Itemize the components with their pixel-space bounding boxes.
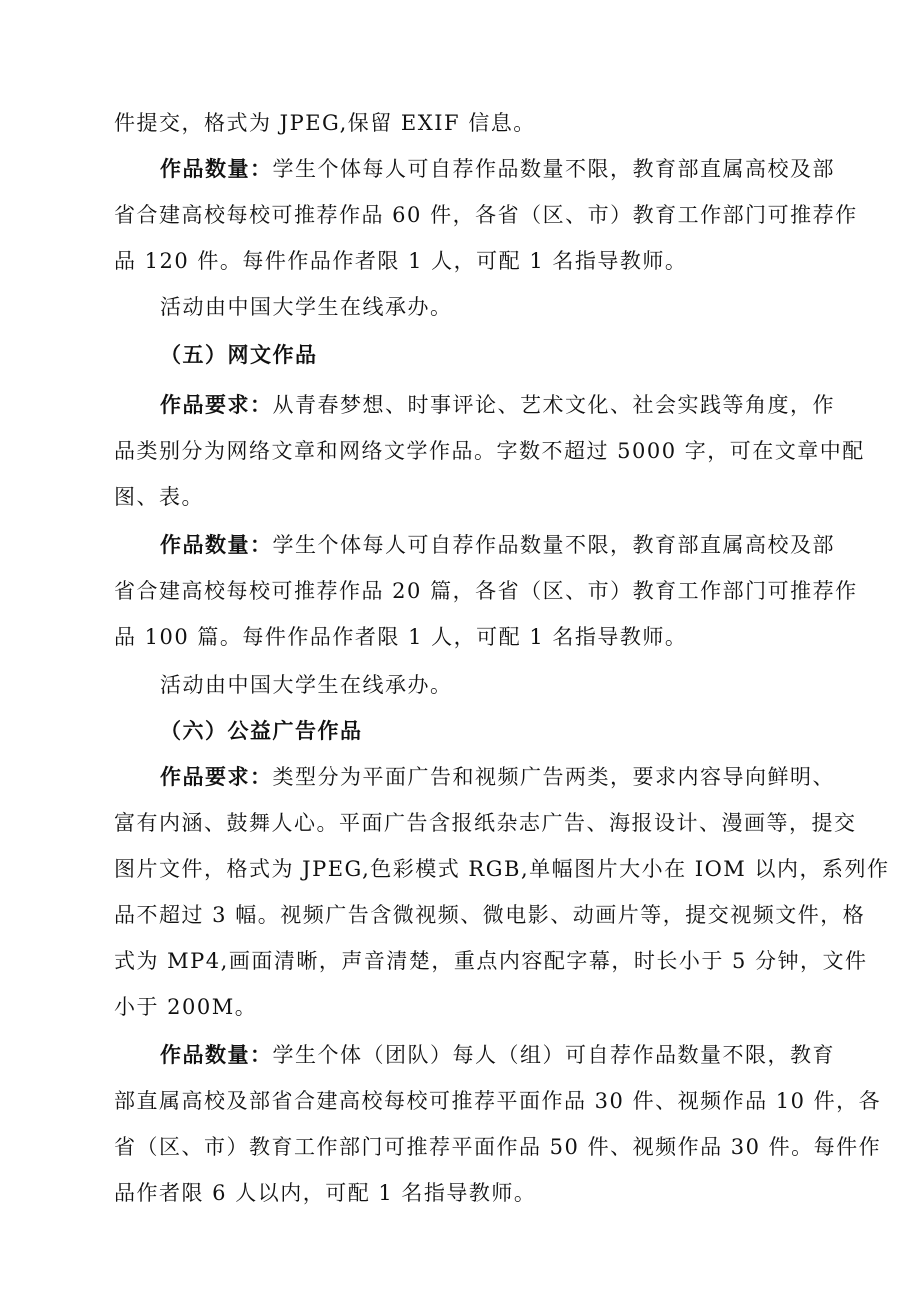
paragraph-text: 品不超过 3 幅。视频广告含微视频、微电影、动画片等，提交视频文件，格 xyxy=(114,903,866,927)
paragraph-line xyxy=(114,946,868,976)
paragraph-line xyxy=(160,154,835,184)
paragraph-label: 作品要求： xyxy=(160,393,273,417)
paragraph-line xyxy=(160,530,835,560)
paragraph-text: 学生个体每人可自荐作品数量不限，教育部直属高校及部 xyxy=(272,157,835,181)
paragraph-text: 品类别分为网络文章和网络文学作品。字数不超过 5000 字，可在文章中配 xyxy=(114,439,865,463)
paragraph-line xyxy=(114,622,687,652)
paragraph-line xyxy=(114,1178,536,1208)
paragraph-line xyxy=(114,246,687,276)
paragraph-text: 类型分为平面广告和视频广告两类，要求内容导向鲜明、 xyxy=(272,765,835,789)
section-heading xyxy=(160,716,363,746)
paragraph-line xyxy=(160,390,835,420)
paragraph-label: 作品数量： xyxy=(160,533,273,557)
paragraph-text: 品作者限 6 人以内，可配 1 名指导教师。 xyxy=(114,1181,537,1205)
paragraph-label: 作品数量： xyxy=(160,157,273,181)
paragraph-line xyxy=(114,482,204,512)
section-heading xyxy=(160,340,318,370)
paragraph-line xyxy=(114,1132,881,1162)
paragraph-line xyxy=(114,854,890,884)
paragraph-text: 品 100 篇。每件作品作者限 1 人，可配 1 名指导教师。 xyxy=(114,625,688,649)
paragraph-text: 小于 200M。 xyxy=(114,995,258,1019)
paragraph-text: 省合建高校每校可推荐作品 20 篇，各省（区、市）教育工作部门可推荐作 xyxy=(114,579,858,603)
paragraph-line xyxy=(160,292,453,322)
paragraph-text: 省（区、市）教育工作部门可推荐平面作品 50 件、视频作品 30 件。每件作 xyxy=(114,1135,882,1159)
paragraph-line xyxy=(160,670,453,700)
paragraph-label: 作品要求： xyxy=(160,765,273,789)
paragraph-line xyxy=(114,200,858,230)
paragraph-text: 件提交，格式为 JPEG,保留 EXIF 信息。 xyxy=(114,111,536,135)
paragraph-text: 学生个体每人可自荐作品数量不限，教育部直属高校及部 xyxy=(272,533,835,557)
paragraph-line xyxy=(160,1040,835,1070)
paragraph-text: 式为 MP4,画面清晰，声音清楚，重点内容配字幕，时长小于 5 分钟，文件 xyxy=(114,949,868,973)
paragraph-text: 活动由中国大学生在线承办。 xyxy=(160,673,453,697)
paragraph-line xyxy=(114,436,865,466)
paragraph-line xyxy=(114,900,865,930)
paragraph-text: 学生个体（团队）每人（组）可自荐作品数量不限，教育 xyxy=(272,1043,835,1067)
paragraph-text: 富有内涵、鼓舞人心。平面广告含报纸杂志广告、海报设计、漫画等，提交 xyxy=(114,811,857,835)
paragraph-line xyxy=(114,1086,881,1116)
paragraph-text: 部直属高校及部省合建高校每校可推荐平面作品 30 件、视频作品 10 件，各 xyxy=(114,1089,882,1113)
paragraph-text: 活动由中国大学生在线承办。 xyxy=(160,295,453,319)
paragraph-text: 品 120 件。每件作品作者限 1 人，可配 1 名指导教师。 xyxy=(114,249,688,273)
paragraph-line xyxy=(114,992,257,1022)
section-heading-text: （六）公益广告作品 xyxy=(160,719,363,743)
paragraph-line xyxy=(160,762,835,792)
section-heading-text: （五）网文作品 xyxy=(160,343,318,367)
paragraph-text: 从青春梦想、时事评论、艺术文化、社会实践等角度，作 xyxy=(272,393,835,417)
paragraph-line xyxy=(114,576,858,606)
paragraph-text: 图、表。 xyxy=(114,485,204,509)
paragraph-text: 省合建高校每校可推荐作品 60 件，各省（区、市）教育工作部门可推荐作 xyxy=(114,203,858,227)
paragraph-text: 图片文件，格式为 JPEG,色彩模式 RGB,单幅图片大小在 IOM 以内，系列作 xyxy=(114,857,890,881)
paragraph-line xyxy=(114,808,857,838)
paragraph-line xyxy=(114,108,536,138)
paragraph-label: 作品数量： xyxy=(160,1043,273,1067)
